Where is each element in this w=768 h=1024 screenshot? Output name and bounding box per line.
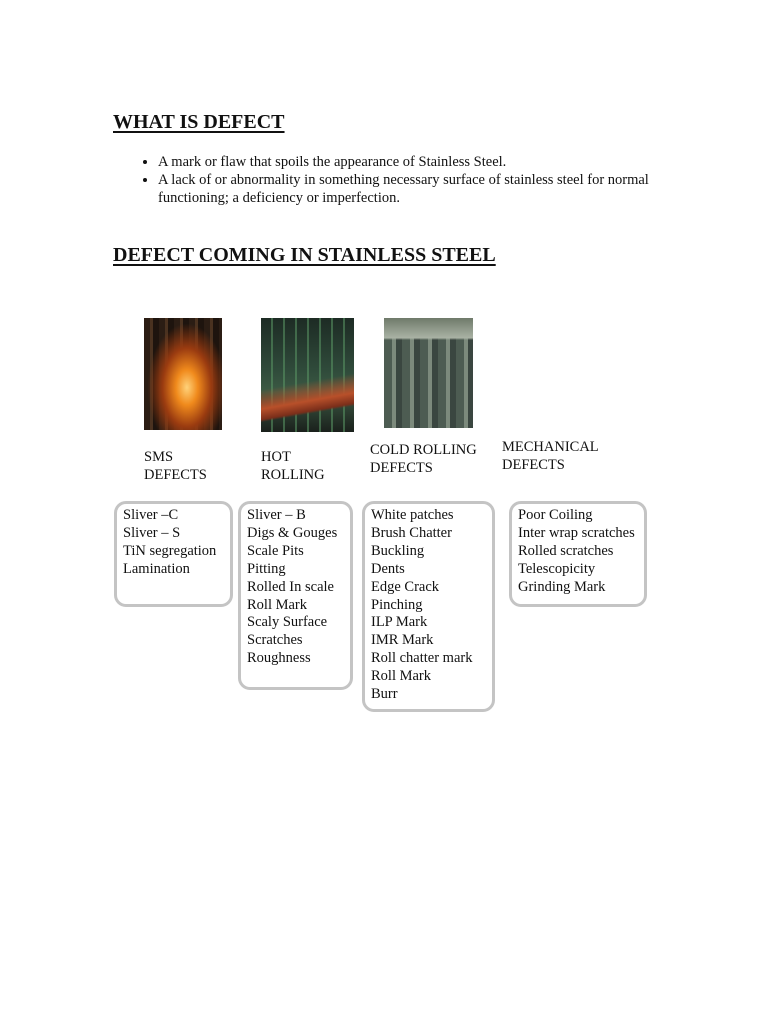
defect-item: ILP Mark bbox=[371, 614, 428, 631]
defect-item: Roll chatter mark bbox=[371, 650, 473, 667]
defect-item: Telescopicity bbox=[518, 560, 596, 577]
defect-item: Pitting bbox=[247, 560, 286, 577]
defect-item: Scaly Surface bbox=[247, 614, 328, 631]
defect-item: Rolled In scale bbox=[247, 578, 334, 595]
defect-item: Roll Mark bbox=[371, 668, 432, 685]
defect-item: Pinching bbox=[371, 596, 423, 613]
defect-item: TiN segregation bbox=[123, 542, 217, 559]
defect-item: Sliver – S bbox=[123, 524, 181, 541]
defect-item: Buckling bbox=[371, 542, 425, 559]
sms-steel-melting-photo bbox=[144, 318, 222, 430]
definition-list bbox=[113, 153, 718, 207]
hot-rolling-mill-photo bbox=[261, 318, 354, 432]
category-label-hot-rolling: HOT ROLLING bbox=[261, 449, 325, 483]
cold-rolling-defects-box bbox=[362, 501, 495, 712]
category-label-cold-rolling: COLD ROLLING DEFECTS bbox=[370, 442, 477, 476]
defect-item: Digs & Gouges bbox=[247, 524, 338, 541]
defect-item: Roll Mark bbox=[247, 596, 308, 613]
section-title-what-is-defect: WHAT IS DEFECT bbox=[113, 111, 285, 133]
definition-item: • A mark or flaw that spoils the appearance of Stainless Steel. bbox=[158, 153, 718, 171]
defect-item: Inter wrap scratches bbox=[518, 524, 635, 541]
defect-item: Lamination bbox=[123, 560, 190, 577]
category-label-mechanical: MECHANICAL DEFECTS bbox=[502, 439, 599, 473]
defect-item: Grinding Mark bbox=[518, 578, 606, 595]
defect-item: Edge Crack bbox=[371, 578, 440, 595]
category-label-sms: SMS DEFECTS bbox=[144, 449, 207, 483]
defect-item: Sliver – B bbox=[247, 507, 306, 523]
defect-item: Scale Pits bbox=[247, 542, 304, 559]
defect-item: Scratches bbox=[247, 632, 303, 649]
defect-item: Poor Coiling bbox=[518, 507, 593, 523]
defect-item: Brush Chatter bbox=[371, 524, 452, 541]
defect-item: Rolled scratches bbox=[518, 542, 614, 559]
hot-rolling-defects-box bbox=[238, 501, 353, 690]
defect-item: Dents bbox=[371, 560, 405, 577]
section-title-defect-coming: DEFECT COMING IN STAINLESS STEEL bbox=[113, 244, 496, 266]
defect-item: IMR Mark bbox=[371, 632, 434, 649]
mechanical-defects-box bbox=[509, 501, 647, 607]
defect-item: Roughness bbox=[247, 650, 311, 667]
sms-defects-box bbox=[114, 501, 233, 607]
definition-item: • A lack of or abnormality in something necessary surface of stainless steel for normal functioning; a deficiency or imperfection. bbox=[158, 171, 718, 207]
defect-item: Sliver –C bbox=[123, 507, 179, 523]
defect-item: Burr bbox=[371, 686, 398, 703]
cold-rolling-mill-photo bbox=[384, 318, 473, 428]
defect-item: White patches bbox=[371, 507, 454, 523]
